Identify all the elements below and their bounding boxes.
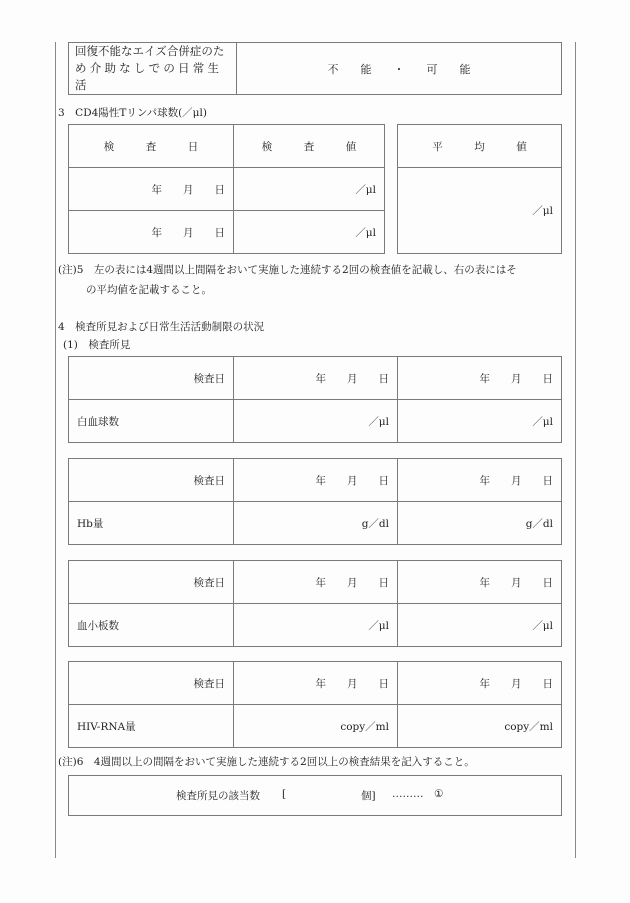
lab-item-name: 血小板数 xyxy=(69,604,234,647)
cd4-row1-value[interactable]: ／μl xyxy=(234,168,385,211)
lab-date-1[interactable]: 年 月 日 xyxy=(234,459,398,502)
daily-life-label-line1: 回復不能なエイズ合併症のた xyxy=(75,44,225,58)
section3-title: 3 CD4陽性Tリンパ球数(／μl) xyxy=(58,107,207,119)
lab-header-label: 検査日 xyxy=(69,662,234,705)
section4-subtitle: (1) 検査所見 xyxy=(63,339,131,351)
left-margin-line xyxy=(55,42,56,858)
lab-table xyxy=(68,356,562,443)
findings-count-input[interactable] xyxy=(291,784,359,804)
note5-line2: の平均値を記載すること。 xyxy=(86,284,212,296)
findings-leader: ……… xyxy=(392,788,424,800)
lab-header-label: 検査日 xyxy=(69,357,234,400)
section4-title: 4 検査所見および日常生活活動制限の状況 xyxy=(58,321,265,333)
note5-line1: (注)5 左の表には4週間以上間隔をおいて実施した連続する2回の検査値を記載し、右の表にはそ xyxy=(58,264,517,276)
findings-open-bracket: [ xyxy=(282,788,287,800)
lab-date-2[interactable]: 年 月 日 xyxy=(398,357,562,400)
cd4-row2-value[interactable]: ／μl xyxy=(234,211,385,254)
lab-item-name: Hb量 xyxy=(69,502,234,545)
daily-life-label-line2: め介助なしでの日常生活 xyxy=(75,61,223,92)
daily-life-options[interactable]: 不 能 ・ 可 能 xyxy=(237,43,562,95)
lab-item-name: 白血球数 xyxy=(69,400,234,443)
lab-date-1[interactable]: 年 月 日 xyxy=(234,662,398,705)
cd4-row2-date[interactable]: 年 月 日 xyxy=(69,211,234,254)
lab-date-2[interactable]: 年 月 日 xyxy=(398,662,562,705)
daily-life-table xyxy=(68,42,562,95)
cd4-average-table xyxy=(397,124,562,254)
lab-header-label: 検査日 xyxy=(69,459,234,502)
cd4-average-value[interactable]: ／μl xyxy=(398,168,562,254)
lab-date-2[interactable]: 年 月 日 xyxy=(398,459,562,502)
findings-marker: ① xyxy=(434,788,444,800)
lab-value-1[interactable]: ／μl xyxy=(234,400,398,443)
lab-table xyxy=(68,560,562,647)
lab-date-1[interactable]: 年 月 日 xyxy=(234,561,398,604)
cd4-header-value: 検 査 値 xyxy=(234,125,385,168)
lab-header-label: 検査日 xyxy=(69,561,234,604)
cd4-header-date: 検 査 日 xyxy=(69,125,234,168)
cd4-row1-date[interactable]: 年 月 日 xyxy=(69,168,234,211)
note6: (注)6 4週間以上の間隔をおいて実施した連続する2回以上の検査結果を記入すること。 xyxy=(58,756,475,768)
cd4-header-average: 平 均 値 xyxy=(398,125,562,168)
daily-life-label xyxy=(69,43,237,95)
lab-value-2[interactable]: ／μl xyxy=(398,400,562,443)
lab-table xyxy=(68,458,562,545)
lab-date-2[interactable]: 年 月 日 xyxy=(398,561,562,604)
findings-count-box xyxy=(68,775,562,816)
lab-value-1[interactable]: ／μl xyxy=(234,604,398,647)
lab-value-1[interactable]: copy／ml xyxy=(234,705,398,748)
lab-table xyxy=(68,661,562,748)
findings-count-label: 検査所見の該当数 xyxy=(176,790,260,802)
lab-item-name: HIV-RNA量 xyxy=(69,705,234,748)
findings-close: 個] xyxy=(361,790,376,802)
lab-value-1[interactable]: g／dl xyxy=(234,502,398,545)
lab-value-2[interactable]: g／dl xyxy=(398,502,562,545)
lab-value-2[interactable]: copy／ml xyxy=(398,705,562,748)
right-margin-line xyxy=(575,42,576,858)
lab-date-1[interactable]: 年 月 日 xyxy=(234,357,398,400)
lab-value-2[interactable]: ／μl xyxy=(398,604,562,647)
cd4-table xyxy=(68,124,385,254)
